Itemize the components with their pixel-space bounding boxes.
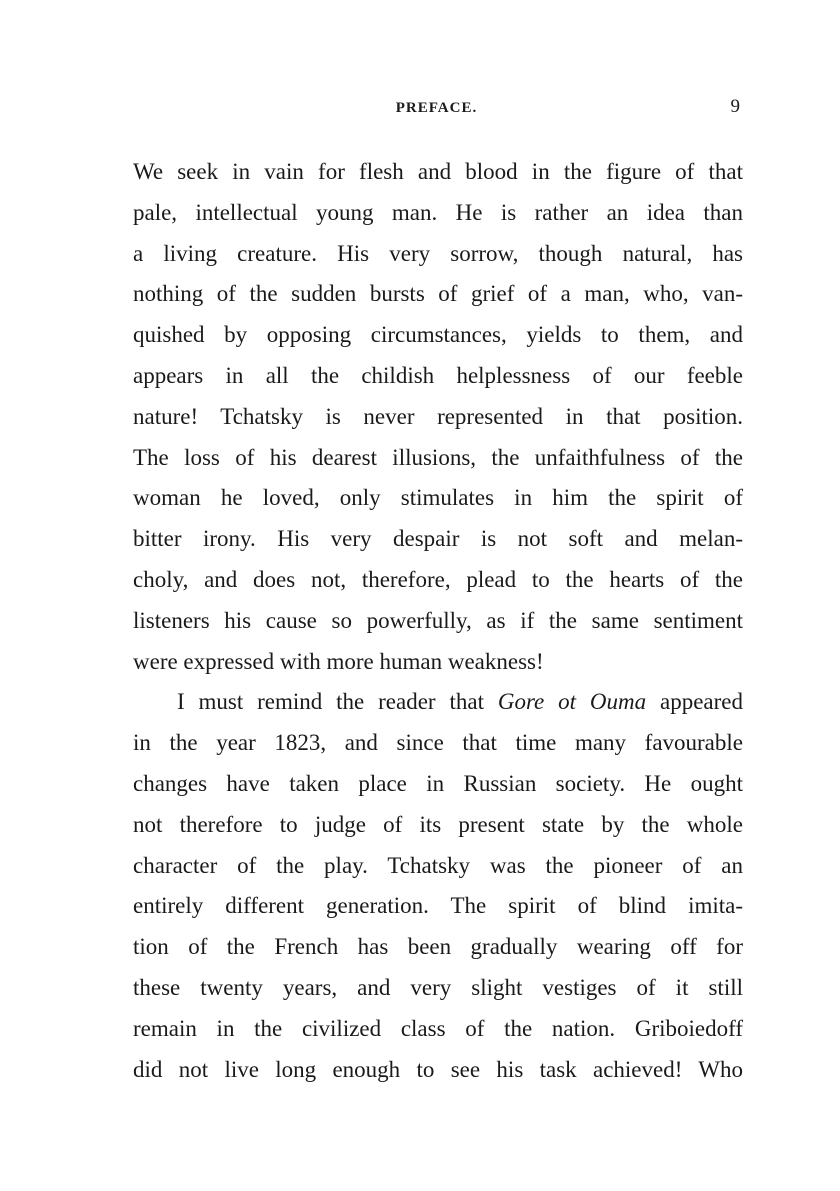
text-line: a living creature. His very sorrow, though natural, has	[133, 240, 743, 266]
body-text	[133, 152, 743, 1090]
text-line: changes have taken place in Russian society. He ought	[133, 770, 743, 796]
running-head	[133, 96, 740, 122]
text-line: tion of the French has been gradually wearing off for	[133, 934, 743, 960]
paragraph-2	[133, 682, 743, 1090]
text-line: We seek in vain for flesh and blood in the figure of that	[133, 159, 743, 184]
text-line: did not live long enough to see his task achieved! Who	[133, 1056, 743, 1082]
text-run: I must remind the reader that	[177, 689, 498, 715]
paragraph-1	[133, 152, 743, 682]
text-line: in the year 1823, and since that time many favourable	[133, 730, 743, 756]
text-line: pale, intellectual young man. He is rather an idea than	[133, 199, 743, 225]
play-title: Gore ot Ouma	[497, 689, 647, 715]
text-line: woman he loved, only stimulates in him the spirit of	[133, 485, 743, 511]
text-line: remain in the civilized class of the nation. Griboiedoff	[133, 1015, 743, 1041]
text-line: character of the play. Tchatsky was the pioneer of an	[133, 852, 743, 878]
text-line: not therefore to judge of its present state by the whole	[133, 811, 743, 837]
running-title: PREFACE.	[395, 100, 478, 116]
text-line: entirely different generation. The spirit of blind imita-	[133, 893, 743, 919]
text-line: The loss of his dearest illusions, the unfaithfulness of the	[133, 444, 743, 470]
text-line: appears in all the childish helplessness of our feeble	[133, 362, 743, 388]
text-run: appeared	[646, 689, 743, 715]
text-line: were expressed with more human weakness!	[133, 648, 544, 674]
text-line: quished by opposing circumstances, yields to them, and	[133, 322, 743, 348]
text-line: listeners his cause so powerfully, as if the same sentiment	[133, 607, 743, 633]
text-line: bitter irony. His very despair is not soft and melan-	[133, 526, 743, 552]
text-line: these twenty years, and very slight vestiges of it still	[133, 974, 743, 1000]
text-line: choly, and does not, therefore, plead to the hearts of the	[133, 566, 743, 592]
text-line: nature! Tchatsky is never represented in that position.	[133, 403, 743, 429]
text-line: nothing of the sudden bursts of grief of a man, who, van-	[133, 281, 743, 307]
page-number: 9	[730, 96, 740, 117]
text-line	[133, 682, 743, 723]
